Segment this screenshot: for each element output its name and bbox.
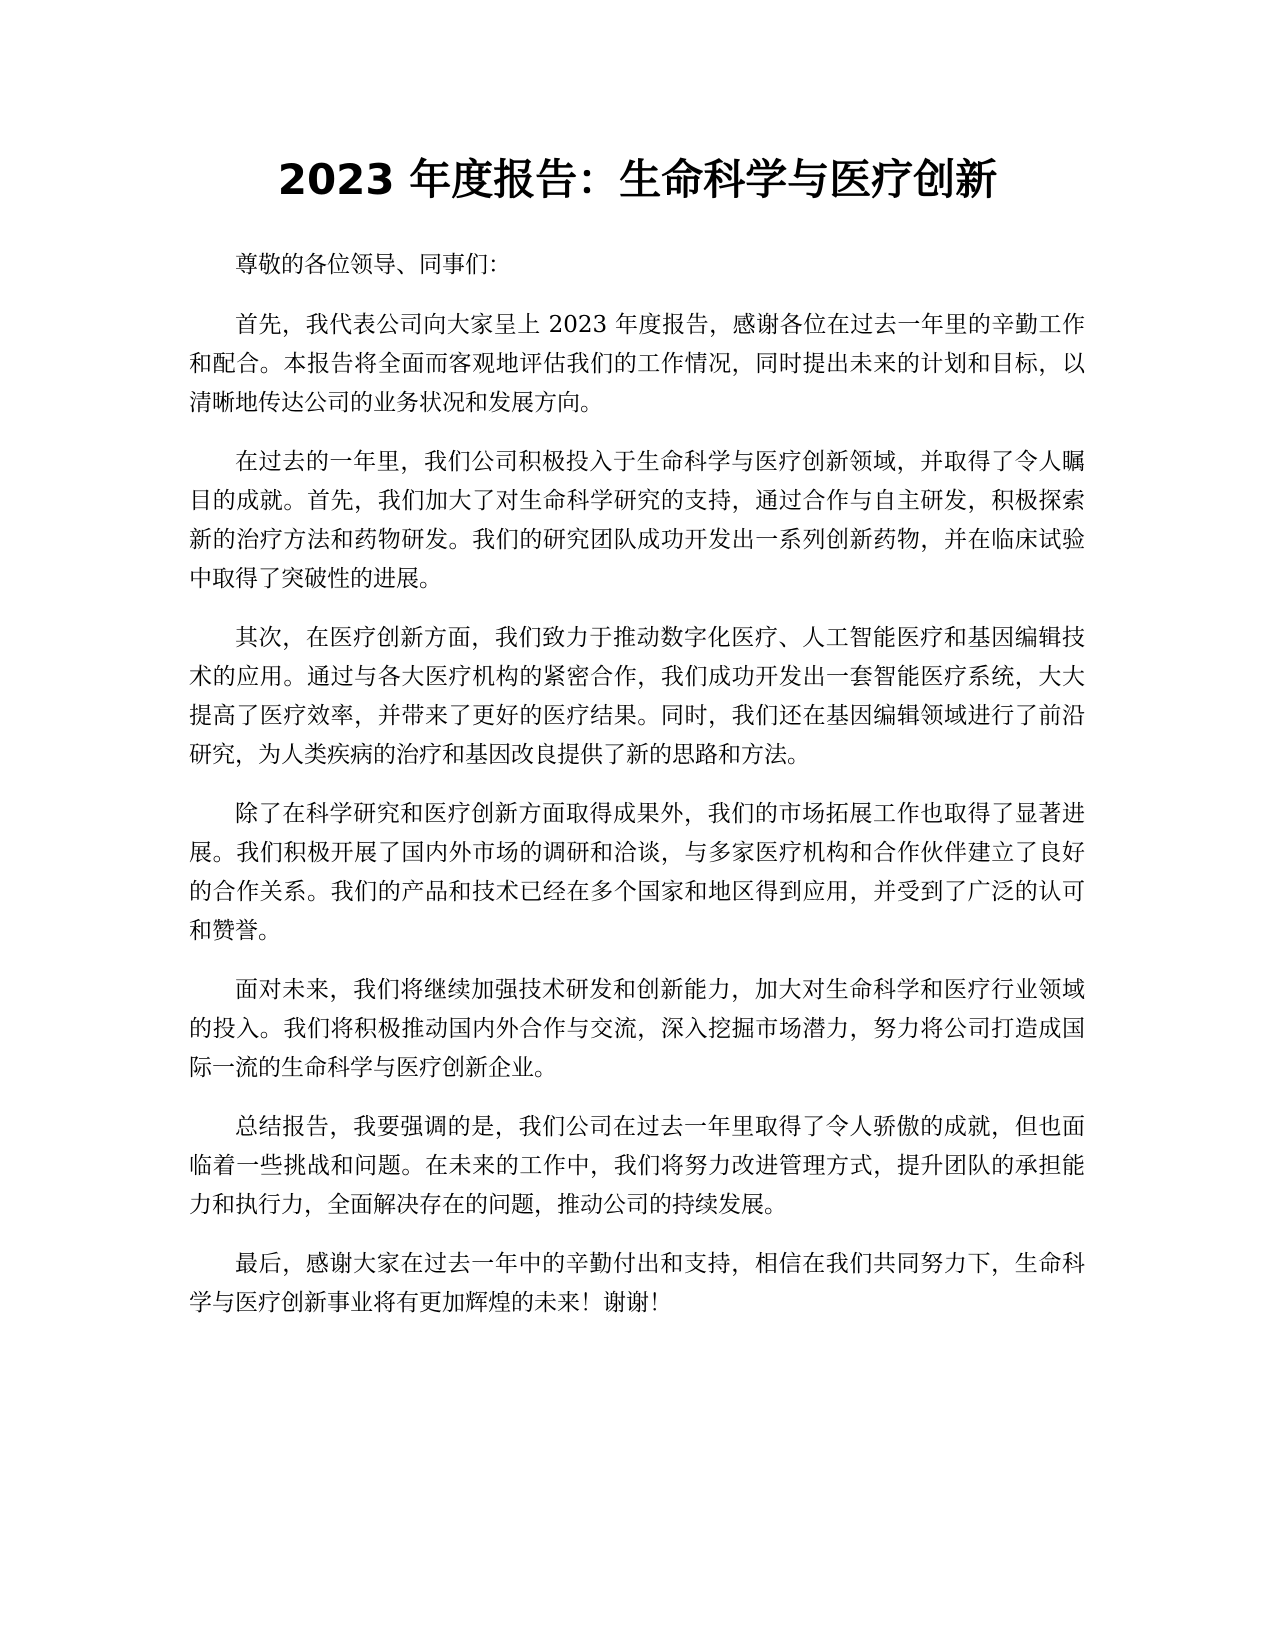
paragraph-summary: 总结报告，我要强调的是，我们公司在过去一年里取得了令人骄傲的成就，但也面临着一些挑战和问题。在未来的工作中，我们将努力改进管理方式，提升团队的承担能力和执行力，全面解决存在的问题，推动公司的持续发展。 bbox=[189, 1114, 1085, 1218]
paragraph-closing: 最后，感谢大家在过去一年中的辛勤付出和支持，相信在我们共同努力下，生命科学与医疗创新事业将有更加辉煌的未来！谢谢！ bbox=[189, 1251, 1085, 1316]
salutation: 尊敬的各位领导、同事们： bbox=[235, 252, 511, 278]
paragraph-life-science: 在过去的一年里，我们公司积极投入于生命科学与医疗创新领域，并取得了令人瞩目的成就。首先，我们加大了对生命科学研究的支持，通过合作与自主研发，积极探索新的治疗方法和药物研发。我们的研究团队成功开发出一系列创新药物，并在临床试验中取得了突破性的进展。 bbox=[189, 449, 1085, 592]
paragraph-intro: 首先，我代表公司向大家呈上 2023 年度报告，感谢各位在过去一年里的辛勤工作和配合。本报告将全面而客观地评估我们的工作情况，同时提出未来的计划和目标，以清晰地传达公司的业务状况和发展方向。 bbox=[189, 312, 1085, 416]
document-body bbox=[189, 246, 1085, 1343]
paragraph-medical-innovation: 其次，在医疗创新方面，我们致力于推动数字化医疗、人工智能医疗和基因编辑技术的应用。通过与各大医疗机构的紧密合作，我们成功开发出一套智能医疗系统，大大提高了医疗效率，并带来了更好的医疗结果。同时，我们还在基因编辑领域进行了前沿研究，为人类疾病的治疗和基因改良提供了新的思路和方法。 bbox=[189, 625, 1085, 768]
document-title: 2023 年度报告：生命科学与医疗创新 bbox=[277, 155, 998, 204]
paragraph-future-outlook: 面对未来，我们将继续加强技术研发和创新能力，加大对生命科学和医疗行业领域的投入。我们将积极推动国内外合作与交流，深入挖掘市场潜力，努力将公司打造成国际一流的生命科学与医疗创新企业。 bbox=[189, 977, 1085, 1081]
paragraph-market-expansion: 除了在科学研究和医疗创新方面取得成果外，我们的市场拓展工作也取得了显著进展。我们积极开展了国内外市场的调研和洽谈，与多家医疗机构和合作伙伴建立了良好的合作关系。我们的产品和技术已经在多个国家和地区得到应用，并受到了广泛的认可和赞誉。 bbox=[189, 801, 1085, 944]
